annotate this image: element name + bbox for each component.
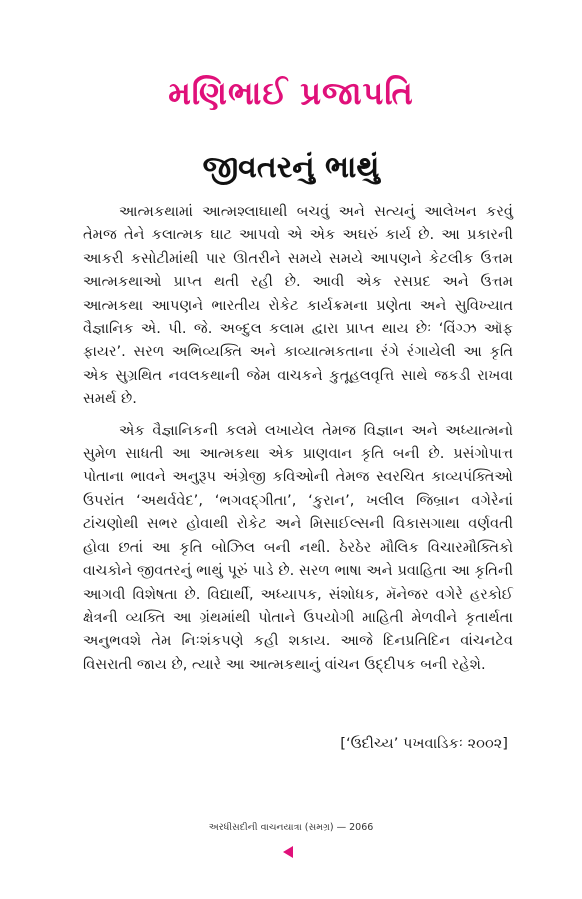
author-name: મણિભાઈ પ્રજાપતિ	[168, 74, 414, 112]
article-body	[83, 200, 513, 684]
source-citation: [‘ઉદીચ્ય’ પખવાડિકઃ ૨૦૦૨]	[340, 735, 508, 752]
page-footer: અરધીસદીની વાચનયાત્રા (સમગ્ર) — 2066	[208, 822, 374, 833]
left-triangle-icon[interactable]	[283, 846, 293, 858]
article-title: જીવતરનું ભાથું	[202, 150, 380, 185]
paragraph-1: આત્મકથામાં આત્મશ્લાઘાથી બચવું અને સત્યનું આલેખન કરવું તેમજ તેને કલાત્મક ઘાટ આપવો એ એક અઘરું કાર્ય છે. આ પ્રકારની આકરી કસોટીમાંથી પાર ઊતરીને સમયે સમયે આપણને કેટલીક ઉત્તમ આત્મકથાઓ પ્રાપ્ત થતી રહી છે. આવી એક રસપ્રદ અને ઉત્તમ આત્મકથા આપણને ભારતીય રોકેટ કાર્યક્રમના પ્રણેતા અને સુવિખ્યાત વૈજ્ઞાનિક એ. પી. જે. અબ્દુલ કલામ દ્વારા પ્રાપ્ત થાય છેઃ ‘વિંગ્ઝ ઑફ ફાયર’. સરળ અભિવ્યક્તિ અને કાવ્યાત્મકતાના રંગે રંગાયેલી આ કૃતિ એક સુગ્રથિત નવલકથાની જેમ વાચકને કુતૂહલવૃત્તિ સાથે જકડી રાખવા સમર્થ છે.	[83, 203, 513, 408]
paragraph-2: એક વૈજ્ઞાનિકની કલમે લખાયેલ તેમજ વિજ્ઞાન અને અધ્યાત્મનો સુમેળ સાધતી આ આત્મકથા એક પ્રાણવાન કૃતિ બની છે. પ્રસંગોપાત્ત પોતાના ભાવને અનુરૂપ અંગ્રેજી કવિઓની તેમજ સ્વરચિત કાવ્યપંક્તિઓ ઉપરાંત ‘અથર્વવેદ’, ‘ભગવદ્ગીતા’, ‘કુરાન’, ખલીલ જિબ્રાન વગેરેનાં ટાંચણોથી સભર હોવાથી રોકેટ અને મિસાઈલ્સની વિકાસગાથા વર્ણવતી હોવા છતાં આ કૃતિ બોઝિલ બની નથી. ઠેરઠેર મૌલિક વિચારમૌક્તિકો વાચકોને જીવતરનું ભાથું પૂરું પાડે છે. સરળ ભાષા અને પ્રવાહિતા આ કૃતિની આગવી વિશેષતા છે. વિદ્યાર્થી, અધ્યાપક, સંશોધક, મૅનેજર વગેરે હરકોઈ ક્ષેત્રની વ્યક્તિ આ ગ્રંથમાંથી પોતાને ઉપયોગી માહિતી મેળવીને કૃતાર્થતા અનુભવશે તેમ નિઃશંકપણે કહી શકાય. આજે દિનપ્રતિદિન વાંચનટેવ વિસરાતી જાય છે, ત્યારે આ આત્મકથાનું વાંચન ઉદ્દીપક બની રહેશે.	[83, 421, 513, 673]
